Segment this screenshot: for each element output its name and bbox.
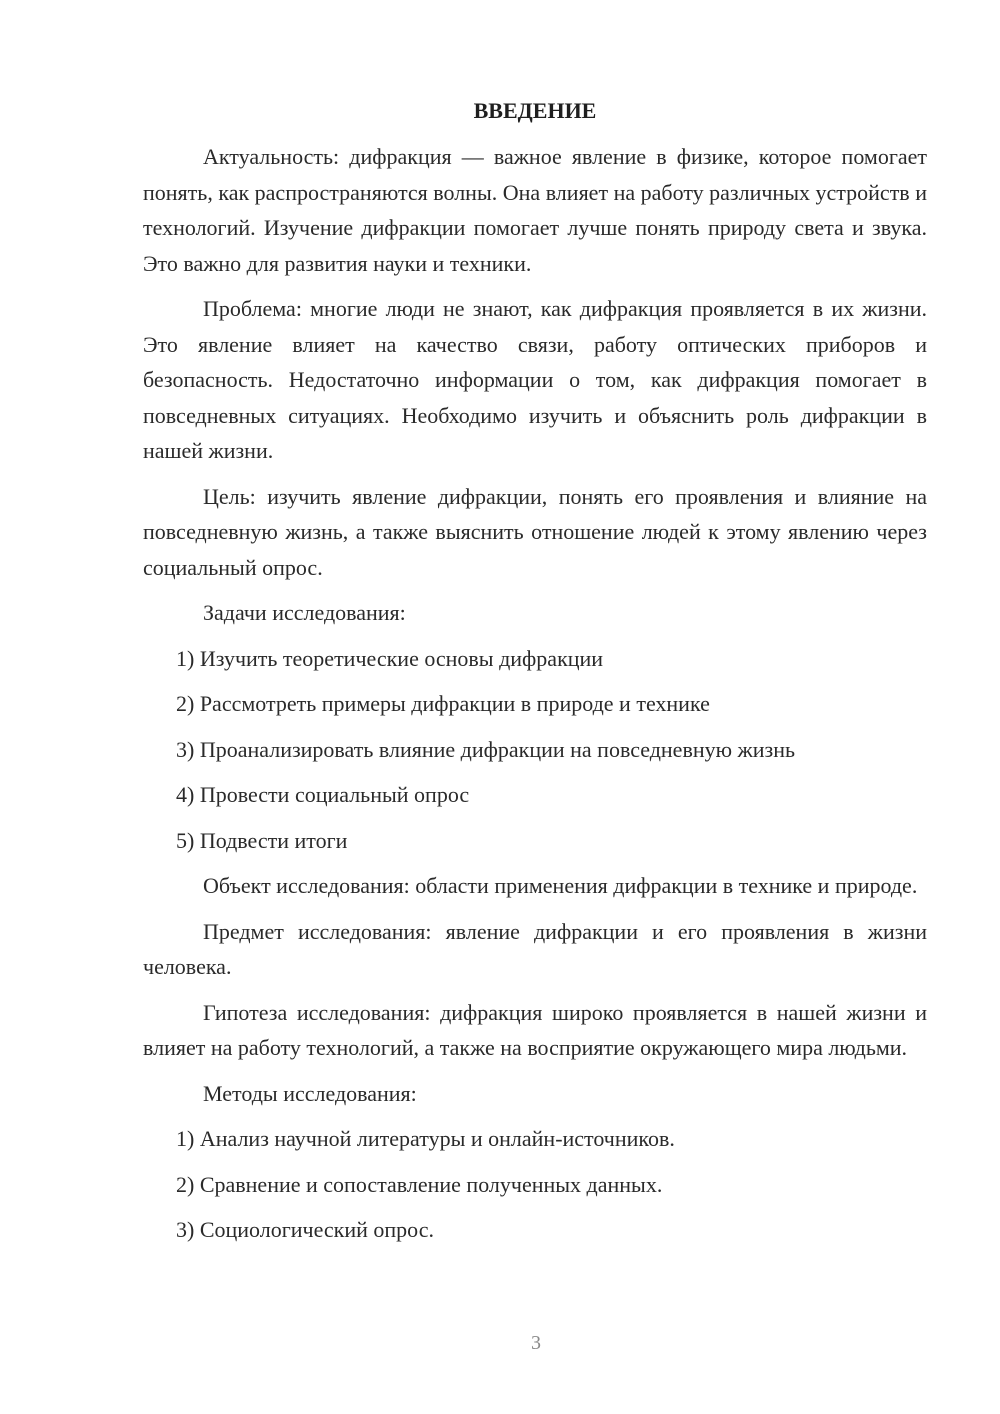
methods-list bbox=[143, 1121, 927, 1248]
problem-paragraph: Проблема: многие люди не знают, как дифракция проявляется в их жизни. Это явление влияет на качество связи, работу оптических приборов и безопасность. Недостаточно информации о том, как дифракция помогает в повседневных ситуациях. Необходимо изучить и объяснить роль дифракции в нашей жизни. bbox=[143, 296, 927, 463]
method-item: 3) Социологический опрос. bbox=[176, 1217, 434, 1242]
task-item: 4) Провести социальный опрос bbox=[176, 782, 470, 807]
method-item: 2) Сравнение и сопоставление полученных данных. bbox=[176, 1171, 663, 1197]
methods-label: Методы исследования: bbox=[203, 1080, 417, 1106]
object-paragraph: Объект исследования: области применения дифракции в технике и природе. bbox=[203, 873, 918, 898]
task-item: 2) Рассмотреть примеры дифракции в природе и технике bbox=[176, 691, 710, 716]
relevance-paragraph: Актуальность: дифракция — важное явление в физике, которое помогает понять, как распространяются волны. Она влияет на работу различных устройств и технологий. Изучение дифракции помогает лучше понять природу света и звука. Это важно для развития науки и техники. bbox=[143, 144, 927, 276]
tasks-label: Задачи исследования: bbox=[203, 600, 406, 625]
goal-paragraph: Цель: изучить явление дифракции, понять его проявления и влияние на повседневную жизнь, а также выяснить отношение людей к этому явлению через социальный опрос. bbox=[143, 483, 927, 580]
page-content bbox=[143, 95, 927, 1258]
section-heading: ВВЕДЕНИЕ bbox=[473, 98, 597, 123]
task-item: 3) Проанализировать влияние дифракции на повседневную жизнь bbox=[176, 736, 796, 762]
method-item: 1) Анализ научной литературы и онлайн-источников. bbox=[176, 1126, 675, 1151]
task-item: 5) Подвести итоги bbox=[176, 827, 348, 853]
hypothesis-paragraph: Гипотеза исследования: дифракция широко проявляется в нашей жизни и влияет на работу технологий, а также на восприятие окружающего мира людьми. bbox=[143, 999, 927, 1060]
subject-paragraph: Предмет исследования: явление дифракции и его проявления в жизни человека. bbox=[143, 918, 927, 979]
task-item: 1) Изучить теоретические основы дифракции bbox=[176, 645, 604, 671]
tasks-list bbox=[143, 641, 927, 859]
page-number: 3 bbox=[531, 1332, 541, 1354]
